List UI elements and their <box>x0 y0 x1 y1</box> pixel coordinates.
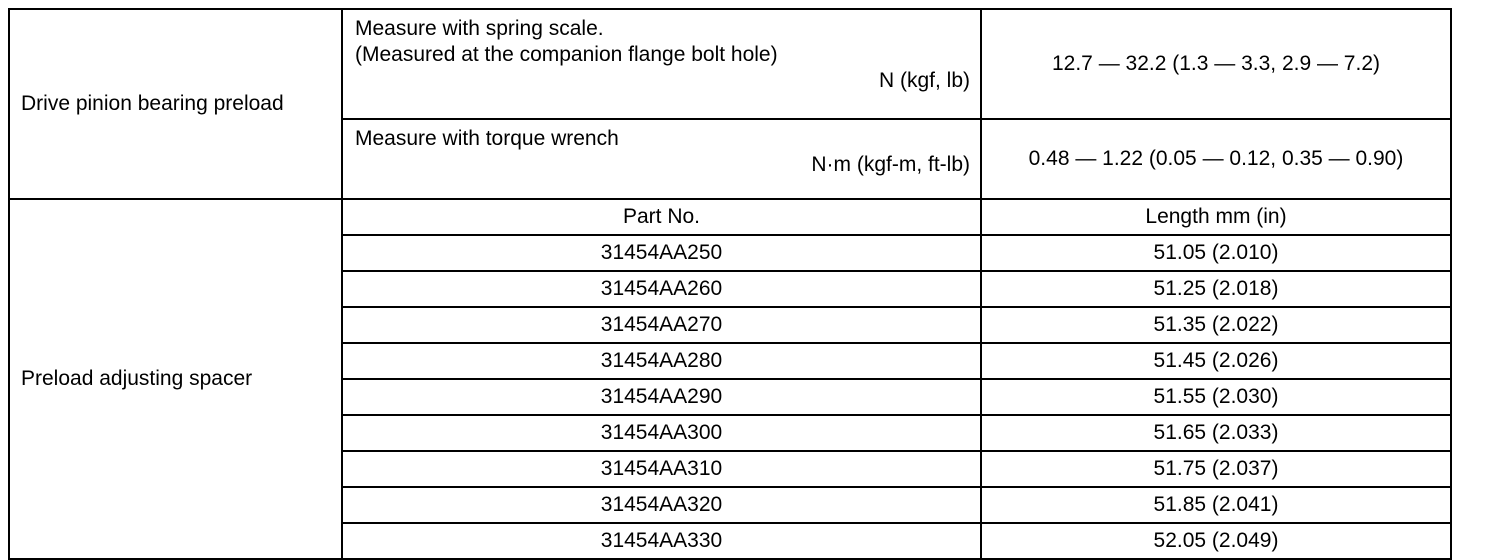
table-row <box>9 9 1451 119</box>
table-header-row <box>9 199 1451 235</box>
spec-table <box>8 8 1452 560</box>
part-number: 31454AA320 <box>342 487 981 523</box>
unit-text: N·m (kgf-m, ft-lb) <box>811 153 970 176</box>
method-cell <box>342 9 981 119</box>
spacer-length: 51.45 (2.026) <box>981 343 1451 379</box>
method-cell <box>342 119 981 199</box>
spacer-label: Preload adjusting spacer <box>9 199 342 559</box>
method-text: (Measured at the companion flange bolt hole) <box>355 43 778 66</box>
part-number: 31454AA280 <box>342 343 981 379</box>
column-header: Length mm (in) <box>981 199 1451 235</box>
spacer-length: 52.05 (2.049) <box>981 523 1451 559</box>
part-number: 31454AA270 <box>342 307 981 343</box>
part-number: 31454AA250 <box>342 235 981 271</box>
spacer-length: 51.55 (2.030) <box>981 379 1451 415</box>
part-number: 31454AA300 <box>342 415 981 451</box>
spacer-length: 51.25 (2.018) <box>981 271 1451 307</box>
spacer-length: 51.85 (2.041) <box>981 487 1451 523</box>
part-number: 31454AA260 <box>342 271 981 307</box>
spacer-length: 51.35 (2.022) <box>981 307 1451 343</box>
part-number: 31454AA290 <box>342 379 981 415</box>
preload-value: 12.7 — 32.2 (1.3 — 3.3, 2.9 — 7.2) <box>981 9 1451 119</box>
method-text: Measure with torque wrench <box>355 127 619 150</box>
spacer-length: 51.65 (2.033) <box>981 415 1451 451</box>
preload-value: 0.48 — 1.22 (0.05 — 0.12, 0.35 — 0.90) <box>981 119 1451 199</box>
unit-text: N (kgf, lb) <box>878 69 970 92</box>
spacer-length: 51.75 (2.037) <box>981 451 1451 487</box>
column-header: Part No. <box>342 199 981 235</box>
spacer-length: 51.05 (2.010) <box>981 235 1451 271</box>
part-number: 31454AA310 <box>342 451 981 487</box>
part-number: 31454AA330 <box>342 523 981 559</box>
method-text: Measure with spring scale. <box>355 17 604 40</box>
preload-label: Drive pinion bearing preload <box>9 9 342 199</box>
